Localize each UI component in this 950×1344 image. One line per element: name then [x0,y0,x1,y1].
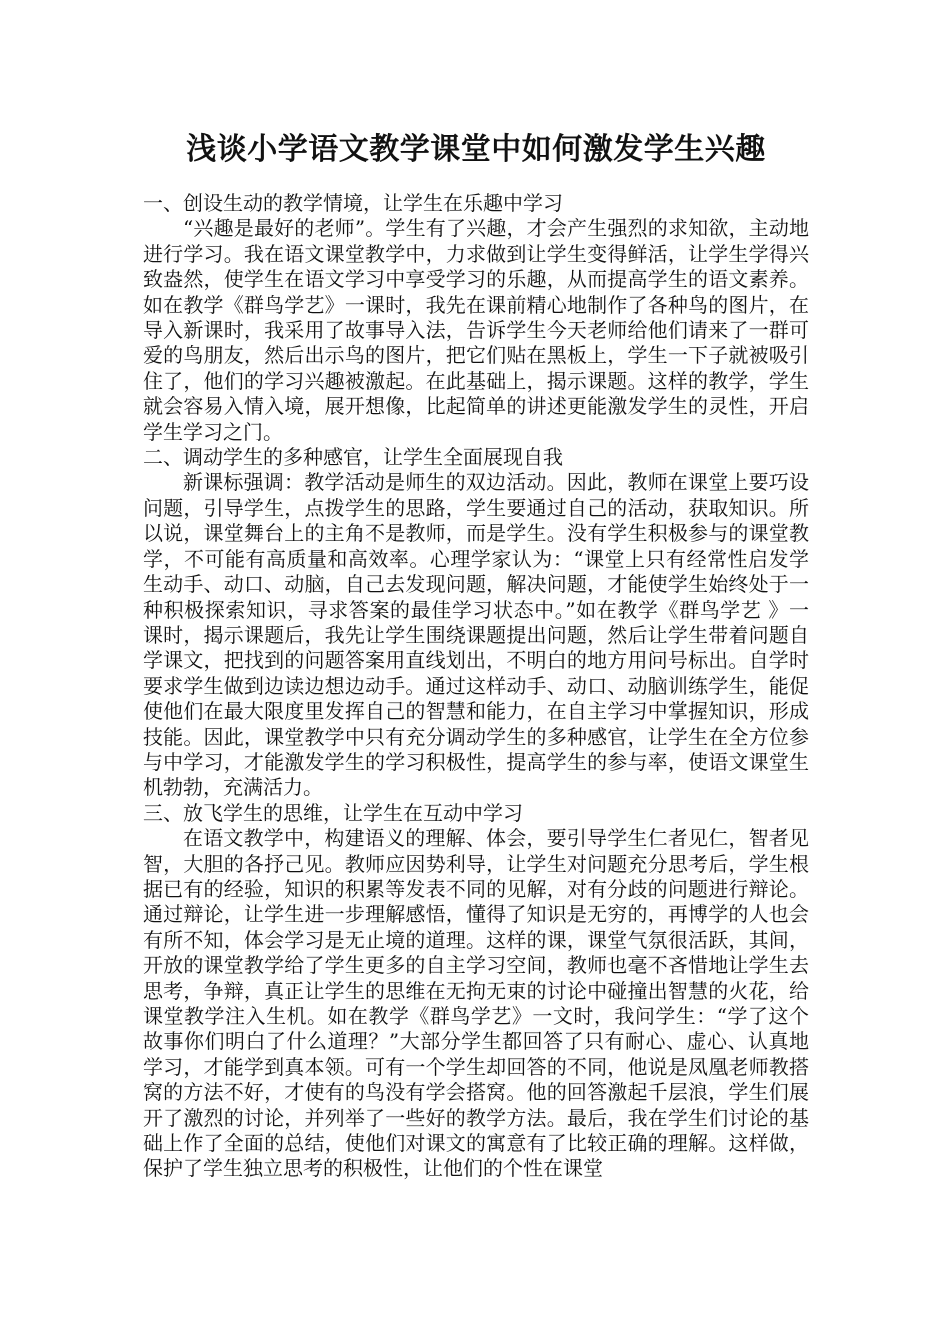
section-3 [143,801,809,1182]
document-page [143,126,809,1182]
section-heading: 三、放飞学生的思维，让学生在互动中学习 [143,800,523,825]
section-heading: 二、调动学生的多种感官，让学生全面展现自我 [143,445,563,470]
page-title: 浅谈小学语文教学课堂中如何激发学生兴趣 [186,132,766,167]
section-1 [143,191,809,445]
section-paragraph: 在语文教学中，构建语义的理解、体会，要引导学生仁者见仁，智者见智，大胆的各抒己见。教师应因势利导，让学生对问题充分思考后，学生根据已有的经验，知识的积累等发表不同的见解，对有分歧的问题进行辩论。通过辩论，让学生进一步理解感悟，懂得了知识是无穷的，再博学的人也会有所不知，体会学习是无止境的道理。这样的课，课堂气氛很活跃，其间，开放的课堂教学给了学生更多的自主学习空间，教师也毫不吝惜地让学生去思考，争辩，真正让学生的思维在无拘无束的讨论中碰撞出智慧的火花，给课堂教学注入生机。如在教学《群鸟学艺》一文时，我问学生：“学了这个故事你们明白了什么道理？”大部分学生都回答了只有耐心、虚心、认真地学习，才能学到真本领。可有一个学生却回答的不同，他说是凤凰老师教搭窝的方法不好，才使有的鸟没有学会搭窝。他的回答激起千层浪，学生们展开了激烈的讨论，并列举了一些好的教学方法。最后，我在学生们讨论的基础上作了全面的总结，使他们对课文的寓意有了比较正确的理解。这样做，保护了学生独立思考的积极性，让他们的个性在课堂 [143,826,809,1181]
section-paragraph: “兴趣是最好的老师”。学生有了兴趣，才会产生强烈的求知欲，主动地进行学习。我在语文课堂教学中，力求做到让学生变得鲜活，让学生学得兴致盎然，使学生在语文学习中享受学习的乐趣，从而提高学生的语文素养。如在教学《群鸟学艺》一课时，我先在课前精心地制作了各种鸟的图片，在导入新课时，我采用了故事导入法，告诉学生今天老师给他们请来了一群可爱的鸟朋友，然后出示鸟的图片，把它们贴在黑板上，学生一下子就被吸引住了，他们的学习兴趣被激起。在此基础上，揭示课题。这样的教学，学生就会容易入情入境，展开想像，比起简单的讲述更能激发学生的灵性，开启学生学习之门。 [143,216,809,444]
section-2 [143,445,809,801]
section-heading: 一、创设生动的教学情境，让学生在乐趣中学习 [143,191,563,215]
section-paragraph: 新课标强调：教学活动是师生的双边活动。因此，教师在课堂上要巧设问题，引导学生，点拨学生的思路，学生要通过自己的活动，获取知识。所以说，课堂舞台上的主角不是教师，而是学生。没有学生积极参与的课堂教学，不可能有高质量和高效率。心理学家认为：“课堂上只有经常性启发学生动手、动口、动脑，自己去发现问题，解决问题，才能使学生始终处于一种积极探索知识，寻求答案的最佳学习状态中。”如在教学《群鸟学艺 》一课时，揭示课题后，我先让学生围绕课题提出问题，然后让学生带着问题自学课文，把找到的问题答案用直线划出，不明白的地方用问号标出。自学时要求学生做到边读边想边动手。通过这样动手、动口、动脑训练学生，能促使他们在最大限度里发挥自己的智慧和能力，在自主学习中掌握知识，形成技能。因此，课堂教学中只有充分调动学生的多种感官，让学生在全方位参与中学习，才能激发学生的学习积极性，提高学生的参与率，使语文课堂生机勃勃，充满活力。 [143,470,809,800]
